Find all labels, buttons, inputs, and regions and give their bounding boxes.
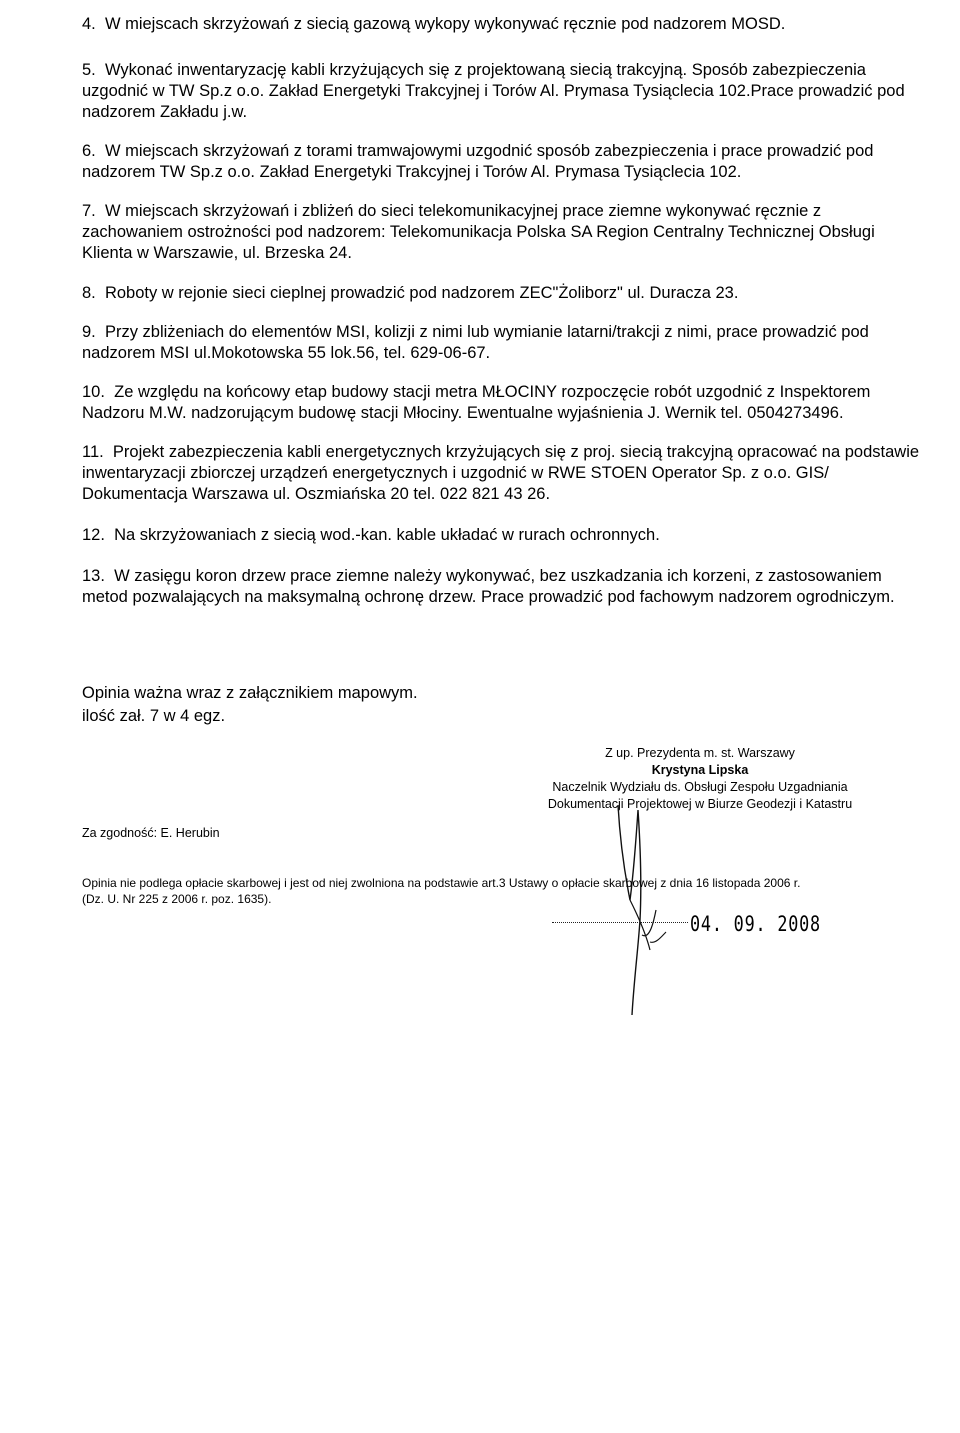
item-text: Wykonać inwentaryzację kabli krzyżujących się z projektowaną siecią trakcyjną. Sposób zabezpieczenia uzgodnić w TW Sp.z o.o. Zakład Energetyki Trakcyjnej i Torów Al. Prymasa Tysiąclecia 102.Prace prowadzić pod nadzorem Zakładu j.w. [82, 61, 905, 121]
item-number: 8. [82, 284, 96, 302]
list-item [82, 201, 922, 264]
item-number: 12. [82, 526, 105, 544]
list-item [82, 382, 922, 424]
item-text: Ze względu na końcowy etap budowy stacji metra MŁOCINY rozpoczęcie robót uzgodnić z Inspektorem Nadzoru M.W. nadzorującym budowę stacji Młociny. Ewentualne wyjaśnienia J. Wernik tel. 0504273496. [82, 383, 871, 422]
item-text: W miejscach skrzyżowań z torami tramwajowymi uzgodnić sposób zabezpieczenia i prace prowadzić pod nadzorem TW Sp.z o.o. Zakład Energetyki Trakcyjnej i Torów Al. Prymasa Tysiąclecia 102. [82, 142, 874, 181]
item-number: 11. [82, 443, 104, 461]
verification-note: Za zgodność: E. Herubin [82, 826, 220, 840]
item-number: 9. [82, 323, 96, 341]
fee-exemption-note [82, 875, 932, 907]
list-item [82, 322, 922, 364]
item-number: 6. [82, 142, 96, 160]
list-item [82, 566, 922, 608]
date-dotted-line [552, 922, 688, 923]
item-text: W zasięgu koron drzew prace ziemne należy wykonywać, bez uszkadzania ich korzeni, z zastosowaniem metod pozwalających na maksymalną ochronę drzew. Prace prowadzić pod fachowym nadzorem ogrodniczym. [82, 567, 895, 606]
item-text: Roboty w rejonie sieci cieplnej prowadzić pod nadzorem ZEC"Żoliborz" ul. Duracza 23. [104, 284, 739, 302]
handwritten-signature [590, 800, 710, 1020]
item-text: W miejscach skrzyżowań i zbliżeń do sieci telekomunikacyjnej prace ziemne wykonywać ręcznie z zachowaniem ostrożności pod nadzorem: Telekomunikacja Polska SA Region Centralny Technicznej Obsługi Klienta w Warszawie, ul. Brzeska 24. [82, 202, 875, 262]
list-item [82, 14, 922, 35]
footnote-reference: (Dz. U. Nr 225 z 2006 r. poz. 1635). [82, 892, 272, 906]
attachment-count: ilość zał. 7 w 4 egz. [82, 707, 226, 725]
signature-line-position: Naczelnik Wydziału ds. Obsługi Zespołu Uzgadniania [552, 780, 848, 794]
signature-line-office: Dokumentacji Projektowej w Biurze Geodezji i Katastru [547, 797, 853, 811]
item-number: 7. [82, 202, 96, 220]
date-stamp: 04. 09. 2008 [690, 912, 821, 936]
opinion-validity: Opinia ważna wraz z załącznikiem mapowym. [82, 684, 418, 702]
item-number: 10. [82, 383, 105, 401]
signatory-name: Krystyna Lipska [651, 763, 749, 777]
item-number: 13. [82, 567, 105, 585]
item-text: W miejscach skrzyżowań z siecią gazową wykopy wykonywać ręcznie pod nadzorem MOSD. [104, 15, 786, 33]
list-item [82, 525, 922, 546]
item-text: Przy zbliżeniach do elementów MSI, kolizji z nimi lub wymianie latarni/trakcji z nimi, prace prowadzić pod nadzorem MSI ul.Mokotowska 55 lok.56, tel. 629-06-67. [82, 323, 869, 362]
signature-line-authority: Z up. Prezydenta m. st. Warszawy [605, 746, 795, 760]
item-text: Projekt zabezpieczenia kabli energetycznych krzyżujących się z proj. siecią trakcyjną opracować na podstawie inwentaryzacji zbiorczej urządzeń energetycznych i uzgodnić w RWE STOEN Operator Sp. z o.o. GIS/ Dokumentacja Warszawa ul. Oszmiańska 20 tel. 022 821 43 26. [82, 443, 920, 503]
list-item [82, 283, 922, 304]
item-number: 5. [82, 61, 96, 79]
list-item [82, 141, 922, 183]
item-text: Na skrzyżowaniach z siecią wod.-kan. kable układać w rurach ochronnych. [114, 526, 660, 544]
list-item [82, 442, 922, 505]
footnote-line: Opinia nie podlega opłacie skarbowej i jest od niej zwolniona na podstawie art.3 Ustawy o opłacie skarbowej z dnia 16 listopada 2006 r. [82, 876, 801, 890]
list-item [82, 60, 922, 123]
item-number: 4. [82, 15, 96, 33]
